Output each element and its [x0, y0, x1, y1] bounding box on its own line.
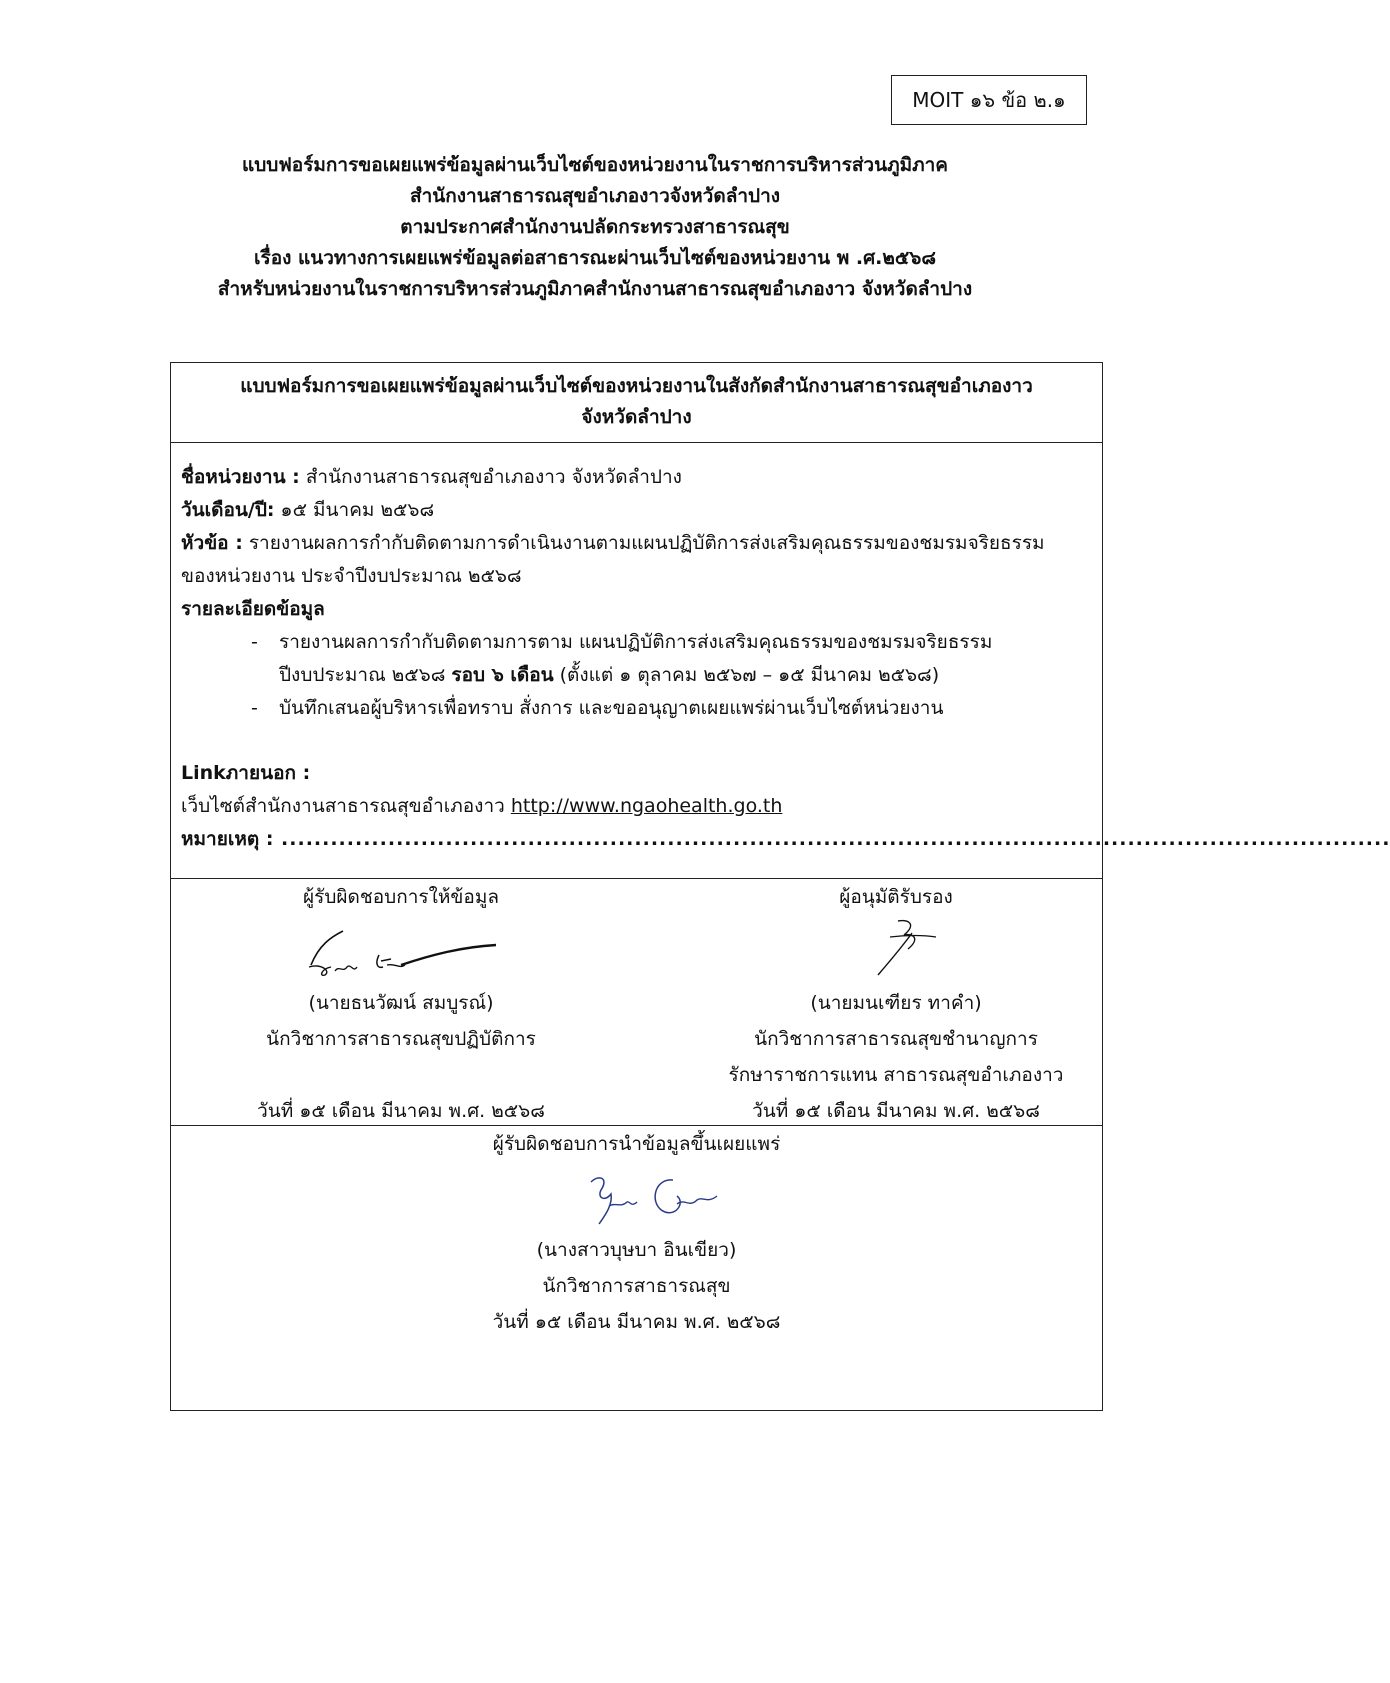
- date-line: [181, 494, 1092, 527]
- date-label: วันเดือน/ปี:: [181, 499, 275, 521]
- topic-value-1: รายงานผลการกำกับติดตามการดำเนินงานตามแผนปฏิบัติการส่งเสริมคุณธรรมของชมรมจริยธรรม: [242, 532, 1045, 554]
- publisher-signature-row: [171, 1126, 1102, 1410]
- note-label: หมายเหตุ :: [181, 828, 274, 850]
- approval-signatures-row: [171, 879, 1102, 1126]
- provider-signature-block: [171, 879, 631, 1129]
- external-link-url[interactable]: http://www.ngaohealth.go.th: [510, 795, 783, 817]
- external-link-label: Linkภายนอก :: [181, 762, 311, 784]
- external-link-prefix: เว็บไซต์สำนักงานสาธารณสุขอำเภองาว: [181, 795, 511, 817]
- topic-line-1: [181, 527, 1092, 560]
- document-header: [60, 150, 1130, 305]
- note-value: .......................................................................................................................................: [273, 828, 1390, 850]
- publisher-position: นักวิชาการสาธารณสุข: [542, 1275, 731, 1297]
- header-line-5: สำหรับหน่วยงานในราชการบริหารส่วนภูมิภาคสำนักงานสาธารณสุขอำเภองาว จังหวัดลำปาง: [217, 278, 973, 300]
- bullet-item-1-cont: [181, 659, 1092, 692]
- form-title-line-2: จังหวัดลำปาง: [581, 406, 692, 428]
- publisher-date: วันที่ ๑๕ เดือน มีนาคม พ.ศ. ๒๕๖๘: [492, 1311, 781, 1333]
- topic-label: หัวข้อ :: [181, 532, 243, 554]
- header-line-4: เรื่อง แนวทางการเผยแพร่ข้อมูลต่อสาธารณะผ่านเว็บไซต์ของหน่วยงาน พ .ศ.๒๕๖๘: [254, 247, 936, 269]
- form-title-row: [171, 363, 1102, 443]
- moit-reference-box: [891, 75, 1087, 125]
- topic-value-2: ของหน่วยงาน ประจำปีงบประมาณ ๒๕๖๘: [181, 565, 522, 587]
- approver-position: นักวิชาการสาธารณสุขชำนาญการ: [754, 1028, 1038, 1050]
- bullet-1-line-1: รายงานผลการกำกับติดตามการตาม แผนปฏิบัติการส่งเสริมคุณธรรมของชมรมจริยธรรม: [279, 631, 993, 653]
- provider-spacer: [171, 1057, 631, 1093]
- note-line: [181, 823, 1390, 856]
- provider-position: นักวิชาการสาธารณสุขปฏิบัติการ: [266, 1028, 536, 1050]
- bullet-item-1: [181, 626, 1092, 659]
- header-line-3: ตามประกาศสำนักงานปลัดกระทรวงสาธารณสุข: [400, 216, 790, 238]
- header-line-2: สำนักงานสาธารณสุขอำเภองาวจังหวัดลำปาง: [409, 185, 781, 207]
- bullet-dash-1: -: [251, 631, 258, 653]
- details-label: รายละเอียดข้อมูล: [181, 598, 325, 620]
- header-line-1: แบบฟอร์มการขอเผยแพร่ข้อมูลผ่านเว็บไซต์ของหน่วยงานในราชการบริหารส่วนภูมิภาค: [241, 154, 949, 176]
- publisher-role: ผู้รับผิดชอบการนำข้อมูลขึ้นเผยแพร่: [492, 1133, 781, 1155]
- date-value: ๑๕ มีนาคม ๒๕๖๘: [274, 499, 435, 521]
- external-link-line: [181, 790, 1092, 823]
- moit-reference-label: MOIT ๑๖ ข้อ ๒.๑: [912, 88, 1066, 112]
- org-line: [181, 461, 1092, 494]
- approver-role: ผู้อนุมัติรับรอง: [839, 886, 953, 908]
- approver-date: วันที่ ๑๕ เดือน มีนาคม พ.ศ. ๒๕๖๘: [752, 1100, 1040, 1122]
- org-value: สำนักงานสาธารณสุขอำเภองาว จังหวัดลำปาง: [299, 466, 682, 488]
- spacer: [181, 725, 1092, 757]
- publisher-signature-image: [517, 1162, 757, 1232]
- topic-line-2: [181, 560, 1092, 593]
- bullet-1-line-2b: (ตั้งแต่ ๑ ตุลาคม ๒๕๖๗ – ๑๕ มีนาคม ๒๕๖๘): [553, 664, 940, 686]
- form-details-row: [171, 443, 1390, 879]
- publication-form-table: [170, 362, 1390, 1411]
- approver-acting: รักษาราชการแทน สาธารณสุขอำเภองาว: [728, 1064, 1064, 1086]
- provider-name: (นายธนวัฒน์ สมบูรณ์): [308, 992, 494, 1014]
- bullet-1-line-2a: ปีงบประมาณ ๒๕๖๘: [279, 664, 452, 686]
- publisher-name: (นางสาวบุษบา อินเขียว): [536, 1239, 737, 1261]
- bullet-1-line-2-bold: รอบ ๖ เดือน: [451, 664, 554, 686]
- approver-signature-image: [786, 915, 1006, 985]
- bullet-item-2: [181, 692, 1092, 725]
- bullet-2-text: บันทึกเสนอผู้บริหารเพื่อทราบ สั่งการ และขออนุญาตเผยแพร่ผ่านเว็บไซต์หน่วยงาน: [279, 697, 944, 719]
- provider-date: วันที่ ๑๕ เดือน มีนาคม พ.ศ. ๒๕๖๘: [257, 1100, 545, 1122]
- bullet-dash-2: -: [251, 697, 258, 719]
- approver-signature-block: [691, 879, 1101, 1129]
- org-label: ชื่อหน่วยงาน :: [181, 466, 300, 488]
- approver-name: (นายมนเฑียร ทาคำ): [810, 992, 982, 1014]
- provider-signature-image: [291, 915, 511, 985]
- form-title-line-1: แบบฟอร์มการขอเผยแพร่ข้อมูลผ่านเว็บไซต์ของหน่วยงานในสังกัดสำนักงานสาธารณสุขอำเภองาว: [240, 375, 1033, 397]
- provider-role: ผู้รับผิดชอบการให้ข้อมูล: [303, 886, 499, 908]
